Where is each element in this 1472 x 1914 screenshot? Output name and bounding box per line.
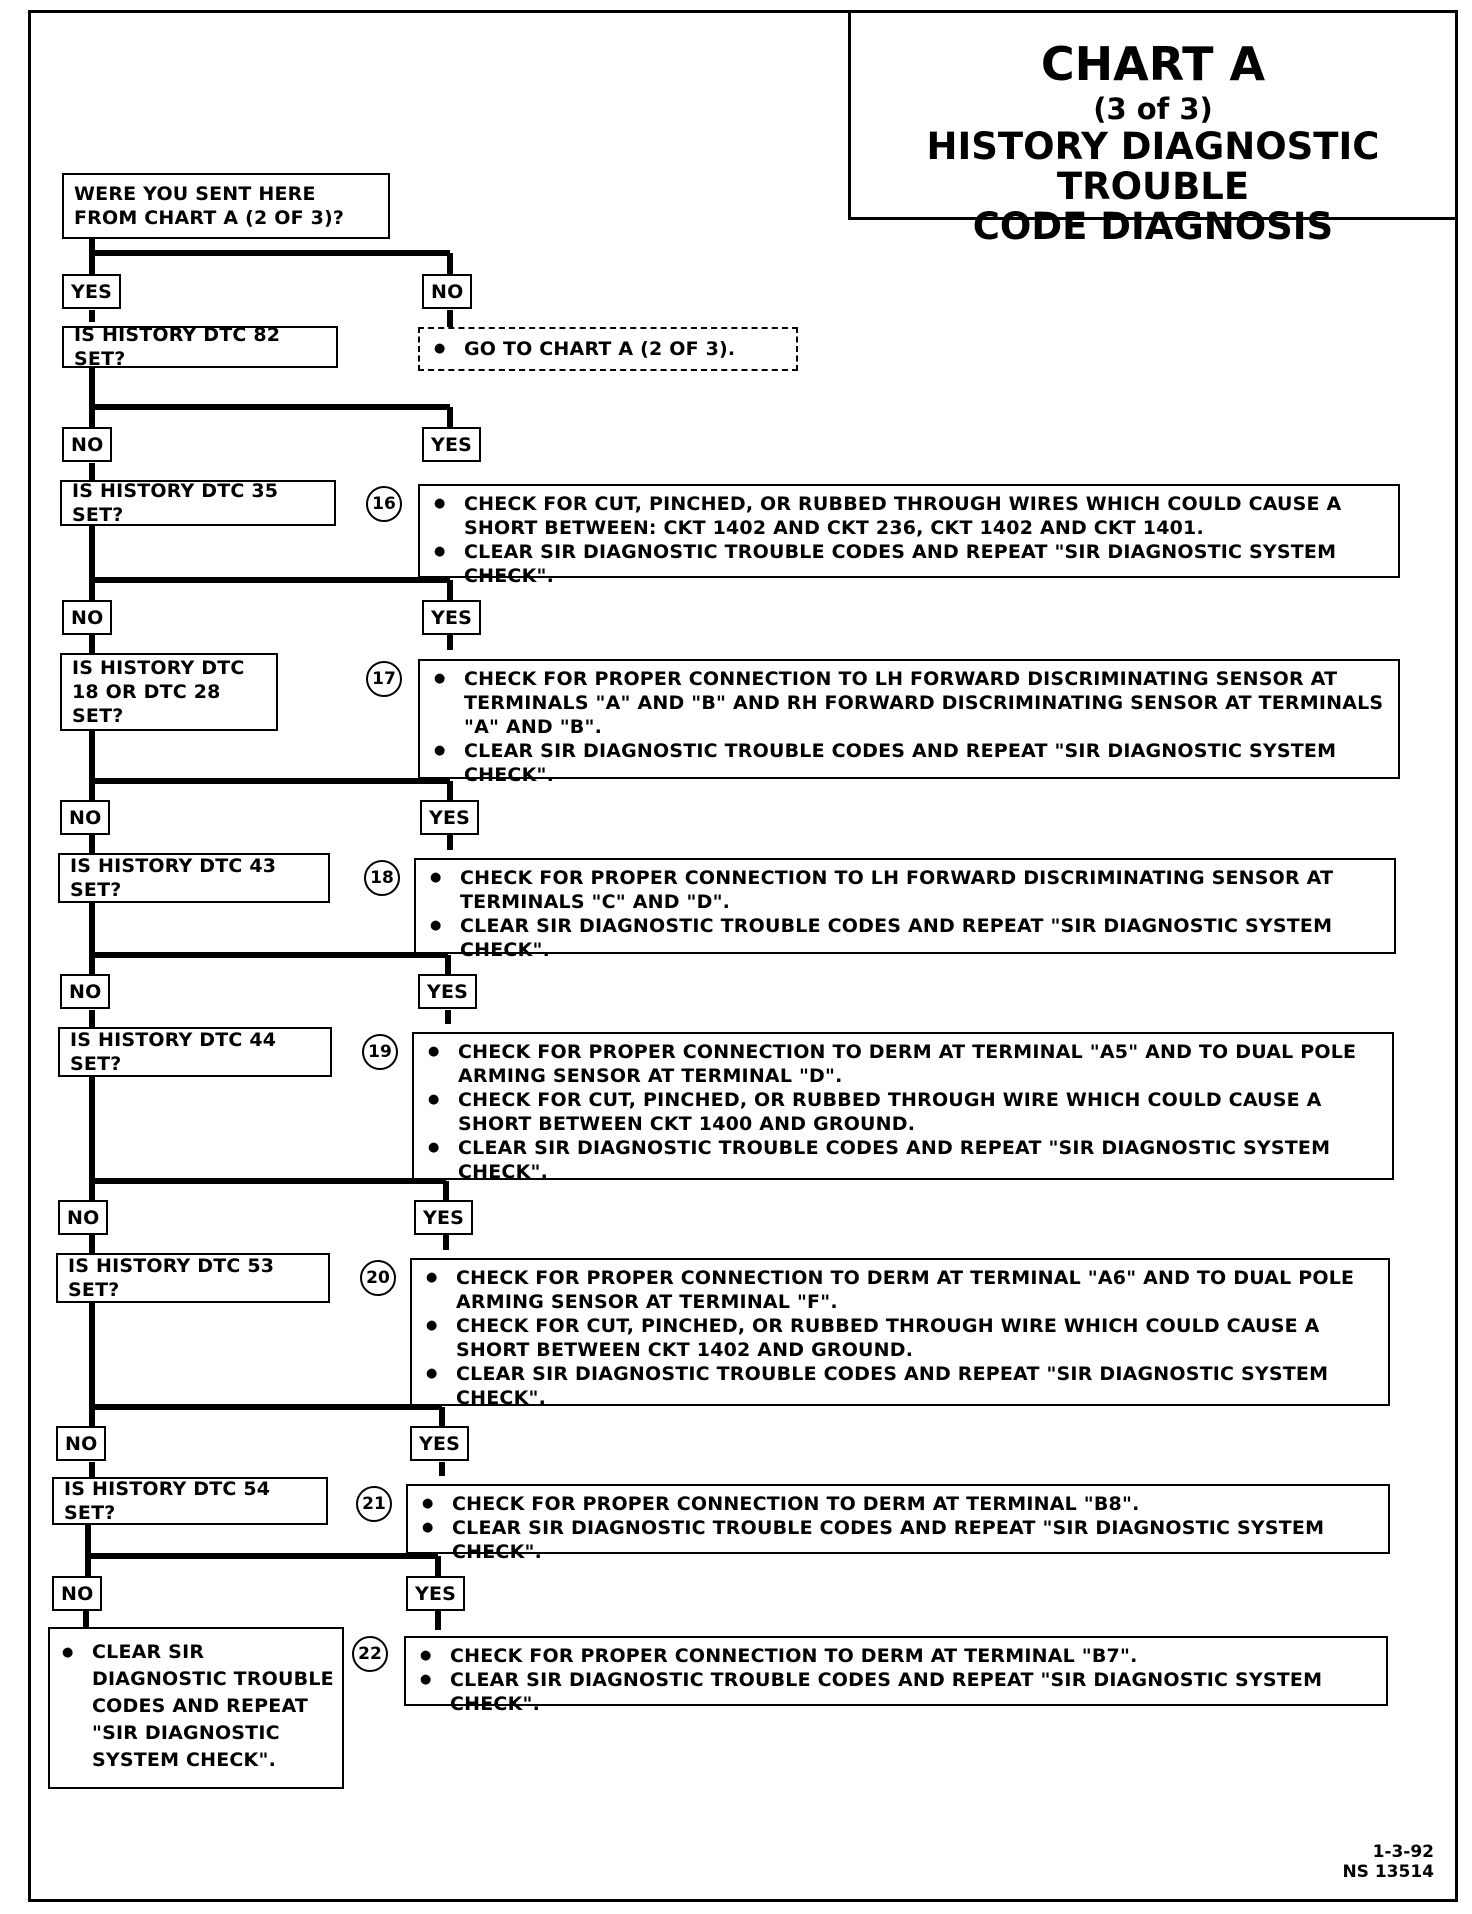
question-dtc-18-28 xyxy=(60,653,278,731)
question-dtc-82 xyxy=(62,326,338,368)
step-ref-22: 22 xyxy=(352,1636,388,1672)
footer xyxy=(1342,1842,1434,1882)
step-ref-19: 19 xyxy=(362,1034,398,1070)
question-dtc-44 xyxy=(58,1027,332,1077)
action-box-18 xyxy=(414,858,1396,961)
goto-chart-box xyxy=(418,327,798,371)
action-item: ● CHECK FOR PROPER CONNECTION TO LH FORWARD DISCRIMINATING SENSOR AT TERMINALS "A" AND "B" AND RH FORWARD DISCRIMINATING SENSOR AT TERMINALS "A" AND "B". xyxy=(430,667,1388,739)
question-text: IS HISTORY DTC 35 SET? xyxy=(72,480,279,526)
final-no-action: ● CLEAR SIR DIAGNOSTIC TROUBLE CODES AND REPEAT "SIR DIAGNOSTIC SYSTEM CHECK". xyxy=(58,1639,334,1774)
chart-title-block xyxy=(848,10,1458,248)
question-text: IS HISTORY DTC 44 SET? xyxy=(70,1029,277,1075)
chart-title: CHART A xyxy=(1040,37,1266,91)
question-text: IS HISTORY DTC 54 SET? xyxy=(64,1478,271,1524)
action-item: ● CHECK FOR PROPER CONNECTION TO DERM AT TERMINAL "A6" AND TO DUAL POLE ARMING SENSOR AT TERMINAL "F". xyxy=(422,1266,1378,1314)
step-ref-18: 18 xyxy=(364,860,400,896)
action-item: ● CHECK FOR PROPER CONNECTION TO DERM AT TERMINAL "A5" AND TO DUAL POLE ARMING SENSOR AT TERMINAL "D". xyxy=(424,1040,1382,1088)
action-box-20 xyxy=(410,1258,1390,1409)
action-item: ● CHECK FOR PROPER CONNECTION TO DERM AT TERMINAL "B8". xyxy=(418,1492,1378,1516)
footer-date: 1-3-92 xyxy=(1372,1842,1434,1862)
action-item: ● CLEAR SIR DIAGNOSTIC TROUBLE CODES AND REPEAT "SIR DIAGNOSTIC SYSTEM CHECK". xyxy=(418,1516,1378,1564)
question-text: IS HISTORY DTC 18 OR DTC 28 SET? xyxy=(72,657,245,727)
action-box-21 xyxy=(406,1484,1390,1563)
step-ref-17: 17 xyxy=(366,661,402,697)
question-dtc-54 xyxy=(52,1477,328,1525)
no-label: NO xyxy=(58,1200,108,1235)
no-label: NO xyxy=(62,600,112,635)
yes-label: YES xyxy=(420,800,479,835)
question-text: IS HISTORY DTC 53 SET? xyxy=(68,1255,275,1301)
action-item: ● CLEAR SIR DIAGNOSTIC TROUBLE CODES AND REPEAT "SIR DIAGNOSTIC SYSTEM CHECK". xyxy=(424,1136,1382,1184)
question-dtc-53 xyxy=(56,1253,330,1303)
no-label: NO xyxy=(62,427,112,462)
action-item: ● CHECK FOR CUT, PINCHED, OR RUBBED THROUGH WIRES WHICH COULD CAUSE A SHORT BETWEEN: CKT 1402 AND CKT 236, CKT 1402 AND CKT 1401. xyxy=(430,492,1388,540)
yes-label: YES xyxy=(406,1576,465,1611)
footer-code: NS 13514 xyxy=(1342,1862,1434,1882)
question-dtc-43 xyxy=(58,853,330,903)
question-dtc-35 xyxy=(60,480,336,526)
action-box-17 xyxy=(418,659,1400,786)
no-label: NO xyxy=(52,1576,102,1611)
goto-action: ● GO TO CHART A (2 OF 3). xyxy=(430,337,786,361)
yes-label: YES xyxy=(62,274,121,309)
chart-subtitle-line1: HISTORY DIAGNOSTIC TROUBLE xyxy=(926,125,1380,208)
step-ref-20: 20 xyxy=(360,1260,396,1296)
action-item: ● CLEAR SIR DIAGNOSTIC TROUBLE CODES AND REPEAT "SIR DIAGNOSTIC SYSTEM CHECK". xyxy=(422,1362,1378,1410)
action-item: ● CHECK FOR CUT, PINCHED, OR RUBBED THROUGH WIRE WHICH COULD CAUSE A SHORT BETWEEN CKT 1400 AND GROUND. xyxy=(424,1088,1382,1136)
action-box-16 xyxy=(418,484,1400,587)
no-label: NO xyxy=(60,974,110,1009)
action-item: ● CLEAR SIR DIAGNOSTIC TROUBLE CODES AND REPEAT "SIR DIAGNOSTIC SYSTEM CHECK". xyxy=(416,1668,1376,1716)
action-item: ● CLEAR SIR DIAGNOSTIC TROUBLE CODES AND REPEAT "SIR DIAGNOSTIC SYSTEM CHECK". xyxy=(426,914,1384,962)
action-item: ● CHECK FOR PROPER CONNECTION TO DERM AT TERMINAL "B7". xyxy=(416,1644,1376,1668)
action-item: ● CLEAR SIR DIAGNOSTIC TROUBLE CODES AND REPEAT "SIR DIAGNOSTIC SYSTEM CHECK". xyxy=(430,739,1388,787)
chart-subtitle-line2: CODE DIAGNOSIS xyxy=(972,205,1334,248)
action-item: ● CHECK FOR CUT, PINCHED, OR RUBBED THROUGH WIRE WHICH COULD CAUSE A SHORT BETWEEN CKT 1402 AND GROUND. xyxy=(422,1314,1378,1362)
step-ref-16: 16 xyxy=(366,486,402,522)
action-box-19 xyxy=(412,1032,1394,1183)
final-no-box xyxy=(48,1627,344,1789)
action-item: ● CHECK FOR PROPER CONNECTION TO LH FORWARD DISCRIMINATING SENSOR AT TERMINALS "C" AND "D". xyxy=(426,866,1384,914)
yes-label: YES xyxy=(414,1200,473,1235)
question-text: IS HISTORY DTC 82 SET? xyxy=(74,324,281,370)
yes-label: YES xyxy=(418,974,477,1009)
step-ref-21: 21 xyxy=(356,1486,392,1522)
no-label: NO xyxy=(60,800,110,835)
yes-label: YES xyxy=(422,427,481,462)
action-item: ● CLEAR SIR DIAGNOSTIC TROUBLE CODES AND REPEAT "SIR DIAGNOSTIC SYSTEM CHECK". xyxy=(430,540,1388,588)
start-question: WERE YOU SENT HERE FROM CHART A (2 OF 3)? xyxy=(74,183,345,229)
action-box-22 xyxy=(404,1636,1388,1715)
no-label: NO xyxy=(422,274,472,309)
question-text: IS HISTORY DTC 43 SET? xyxy=(70,855,277,901)
yes-label: YES xyxy=(410,1426,469,1461)
no-label: NO xyxy=(56,1426,106,1461)
start-question-box xyxy=(62,173,390,239)
chart-part: (3 of 3) xyxy=(1093,92,1213,126)
yes-label: YES xyxy=(422,600,481,635)
